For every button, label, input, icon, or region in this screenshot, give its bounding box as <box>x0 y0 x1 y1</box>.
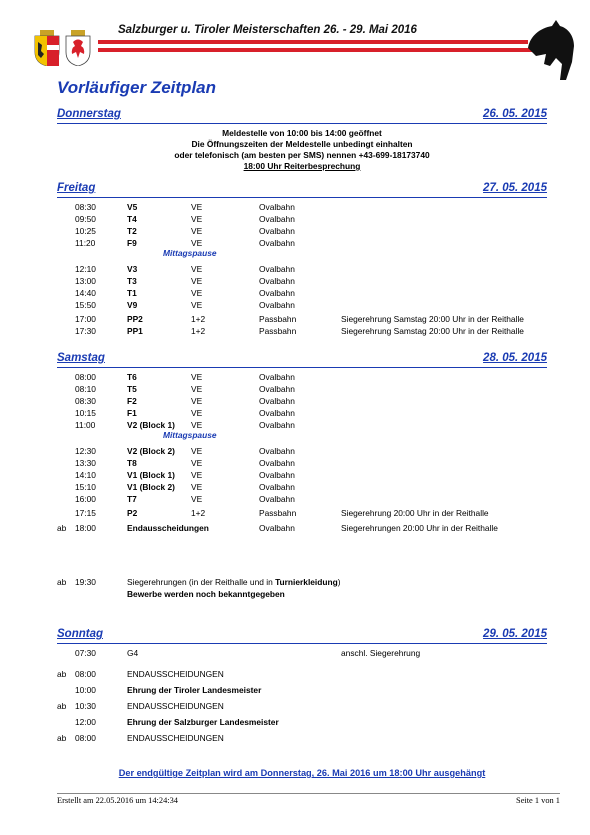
day-header-friday <box>57 182 547 198</box>
schedule-time: 14:40 <box>75 288 96 298</box>
schedule-time: 08:00 <box>75 669 96 679</box>
program-item: Ehrung der Tiroler Landesmeister <box>127 685 262 695</box>
day-header-thursday <box>57 108 547 124</box>
competition-code: T5 <box>127 384 137 394</box>
schedule-time: 08:30 <box>75 202 96 212</box>
track-name: Ovalbahn <box>259 264 295 274</box>
page-header <box>0 0 590 80</box>
competition-class: VE <box>191 276 203 286</box>
competition-code: F1 <box>127 408 137 418</box>
from-label: ab <box>57 523 67 533</box>
program-item: ENDAUSSCHEIDUNGEN <box>127 733 224 743</box>
track-name: Ovalbahn <box>259 384 295 394</box>
competition-class: VE <box>191 470 203 480</box>
notice-line: Meldestelle von 10:00 bis 14:00 geöffnet <box>222 128 382 138</box>
competition-class: VE <box>191 264 203 274</box>
competition-class: VE <box>191 420 203 430</box>
track-name: Ovalbahn <box>259 482 295 492</box>
program-item: ENDAUSSCHEIDUNGEN <box>127 669 224 679</box>
track-name: Passbahn <box>259 314 297 324</box>
day-date: 26. 05. 2015 <box>483 108 547 120</box>
competition-code: F2 <box>127 396 137 406</box>
tirol-coat-of-arms-icon <box>65 30 91 66</box>
competition-code: T8 <box>127 458 137 468</box>
ceremony-note: Siegerehrung Samstag 20:00 Uhr in der Reithalle <box>341 314 524 324</box>
from-label: ab <box>57 733 67 743</box>
day-date: 28. 05. 2015 <box>483 352 547 364</box>
schedule-time: 13:00 <box>75 276 96 286</box>
notice-line: oder telefonisch (am besten per SMS) nennen +43-699-18173740 <box>174 150 430 160</box>
footer-divider <box>57 793 560 794</box>
track-name: Ovalbahn <box>259 470 295 480</box>
schedule-time: 13:30 <box>75 458 96 468</box>
notice-line: Die Öffnungszeiten der Meldestelle unbedingt einhalten <box>191 139 413 149</box>
competition-code: V3 <box>127 264 138 274</box>
competition-class: VE <box>191 372 203 382</box>
schedule-time: 12:00 <box>75 717 96 727</box>
program-item: Ehrung der Salzburger Landesmeister <box>127 717 279 727</box>
competition-class: VE <box>191 202 203 212</box>
day-date: 29. 05. 2015 <box>483 628 547 640</box>
competition-class: VE <box>191 408 203 418</box>
schedule-time: 08:00 <box>75 733 96 743</box>
track-name: Ovalbahn <box>259 458 295 468</box>
competition-code: P2 <box>127 508 138 518</box>
track-name: Passbahn <box>259 508 297 518</box>
competition-code: T7 <box>127 494 137 504</box>
schedule-time: 12:30 <box>75 446 96 456</box>
schedule-time: 10:30 <box>75 701 96 711</box>
schedule-time: 10:15 <box>75 408 96 418</box>
competition-class: VE <box>191 458 203 468</box>
day-name: Sonntag <box>57 628 103 640</box>
competition-code: V2 (Block 2) <box>127 446 175 456</box>
lunch-break-friday: Mittagspause <box>163 248 217 258</box>
competition-class: VE <box>191 226 203 236</box>
ceremony-note: anschl. Siegerehrung <box>341 648 421 658</box>
competition-class: 1+2 <box>191 314 206 324</box>
schedule-time: 11:20 <box>75 238 96 248</box>
competition-class: VE <box>191 300 203 310</box>
notice-line-briefing: 18:00 Uhr Reiterbesprechung <box>243 161 361 171</box>
program-item: G4 <box>127 648 139 658</box>
competition-code: V9 <box>127 300 138 310</box>
competition-class: VE <box>191 214 203 224</box>
competition-class: VE <box>191 446 203 456</box>
competition-code: T1 <box>127 288 137 298</box>
track-name: Ovalbahn <box>259 226 295 236</box>
track-name: Passbahn <box>259 326 297 336</box>
competition-code: T4 <box>127 214 137 224</box>
schedule-time: 17:15 <box>75 508 96 518</box>
schedule-time: 18:00 <box>75 523 96 533</box>
schedule-time: 15:10 <box>75 482 96 492</box>
competition-class: VE <box>191 288 203 298</box>
program-item: ENDAUSSCHEIDUNGEN <box>127 701 224 711</box>
competition-class: 1+2 <box>191 508 206 518</box>
final-schedule-notice: Der endgültige Zeitplan wird am Donnerstag, 26. Mai 2016 um 18:00 Uhr ausgehängt <box>118 768 486 778</box>
schedule-time: 14:10 <box>75 470 96 480</box>
track-name: Ovalbahn <box>259 288 295 298</box>
day-name: Samstag <box>57 352 105 364</box>
day-header-saturday <box>57 352 547 368</box>
competition-code: V1 (Block 1) <box>127 470 175 480</box>
track-name: Ovalbahn <box>259 396 295 406</box>
day-date: 27. 05. 2015 <box>483 182 547 194</box>
track-name: Ovalbahn <box>259 523 295 533</box>
registration-notice <box>57 128 547 172</box>
competition-class: VE <box>191 238 203 248</box>
schedule-time: 08:30 <box>75 396 96 406</box>
competition-code: V5 <box>127 202 138 212</box>
evening-ab: ab <box>57 577 67 587</box>
competition-class: VE <box>191 384 203 394</box>
schedule-time: 16:00 <box>75 494 96 504</box>
track-name: Ovalbahn <box>259 420 295 430</box>
track-name: Ovalbahn <box>259 408 295 418</box>
schedule-time: 10:25 <box>75 226 96 236</box>
schedule-time: 11:00 <box>75 420 96 430</box>
evening-ceremony <box>127 577 341 588</box>
competition-code: V2 (Block 1) <box>127 420 175 430</box>
header-stripe-red-bottom <box>98 48 546 52</box>
evening-text: Siegerehrungen (in der Reithalle und in <box>127 577 276 587</box>
competition-code: F9 <box>127 238 137 248</box>
track-name: Ovalbahn <box>259 202 295 212</box>
track-name: Ovalbahn <box>259 372 295 382</box>
schedule-time: 17:30 <box>75 326 96 336</box>
competition-code: T3 <box>127 276 137 286</box>
evening-dresscode: Turnierkleidung <box>275 577 338 587</box>
competition-class: VE <box>191 494 203 504</box>
competition-code: Endausscheidungen <box>127 523 209 533</box>
schedule-time: 10:00 <box>75 685 96 695</box>
schedule-time: 08:00 <box>75 372 96 382</box>
evening-text-end: ) <box>337 577 341 587</box>
page-title: Vorläufiger Zeitplan <box>57 78 217 97</box>
footer-page: Seite 1 von 1 <box>516 796 560 805</box>
schedule-time: 09:50 <box>75 214 96 224</box>
schedule-time: 17:00 <box>75 314 96 324</box>
evening-time: 19:30 <box>75 577 96 587</box>
header-title: Salzburger u. Tiroler Meisterschaften 26. - 29. Mai 2016 <box>118 24 417 36</box>
competition-code: PP1 <box>127 326 143 336</box>
day-name: Donnerstag <box>57 108 121 120</box>
competition-code: V1 (Block 2) <box>127 482 175 492</box>
competition-code: T2 <box>127 226 137 236</box>
ceremony-note: Siegerehrungen 20:00 Uhr in der Reithalle <box>341 523 498 533</box>
track-name: Ovalbahn <box>259 276 295 286</box>
from-label: ab <box>57 669 67 679</box>
competition-class: 1+2 <box>191 326 206 336</box>
track-name: Ovalbahn <box>259 238 295 248</box>
schedule-time: 08:10 <box>75 384 96 394</box>
evening-announcement: Bewerbe werden noch bekanntgegeben <box>127 589 285 599</box>
day-header-sunday <box>57 628 547 644</box>
footer-created: Erstellt am 22.05.2016 um 14:24:34 <box>57 796 178 805</box>
track-name: Ovalbahn <box>259 494 295 504</box>
ceremony-note: Siegerehrung 20:00 Uhr in der Reithalle <box>341 508 489 518</box>
schedule-time: 12:10 <box>75 264 96 274</box>
horse-head-icon <box>520 18 576 82</box>
track-name: Ovalbahn <box>259 214 295 224</box>
from-label: ab <box>57 701 67 711</box>
competition-class: VE <box>191 396 203 406</box>
ceremony-note: Siegerehrung Samstag 20:00 Uhr in der Reithalle <box>341 326 524 336</box>
salzburg-coat-of-arms-icon <box>34 30 60 66</box>
competition-class: VE <box>191 482 203 492</box>
track-name: Ovalbahn <box>259 446 295 456</box>
competition-code: T6 <box>127 372 137 382</box>
schedule-time: 07:30 <box>75 648 96 658</box>
competition-code: PP2 <box>127 314 143 324</box>
lunch-break-saturday: Mittagspause <box>163 430 217 440</box>
track-name: Ovalbahn <box>259 300 295 310</box>
day-name: Freitag <box>57 182 96 194</box>
schedule-time: 15:50 <box>75 300 96 310</box>
